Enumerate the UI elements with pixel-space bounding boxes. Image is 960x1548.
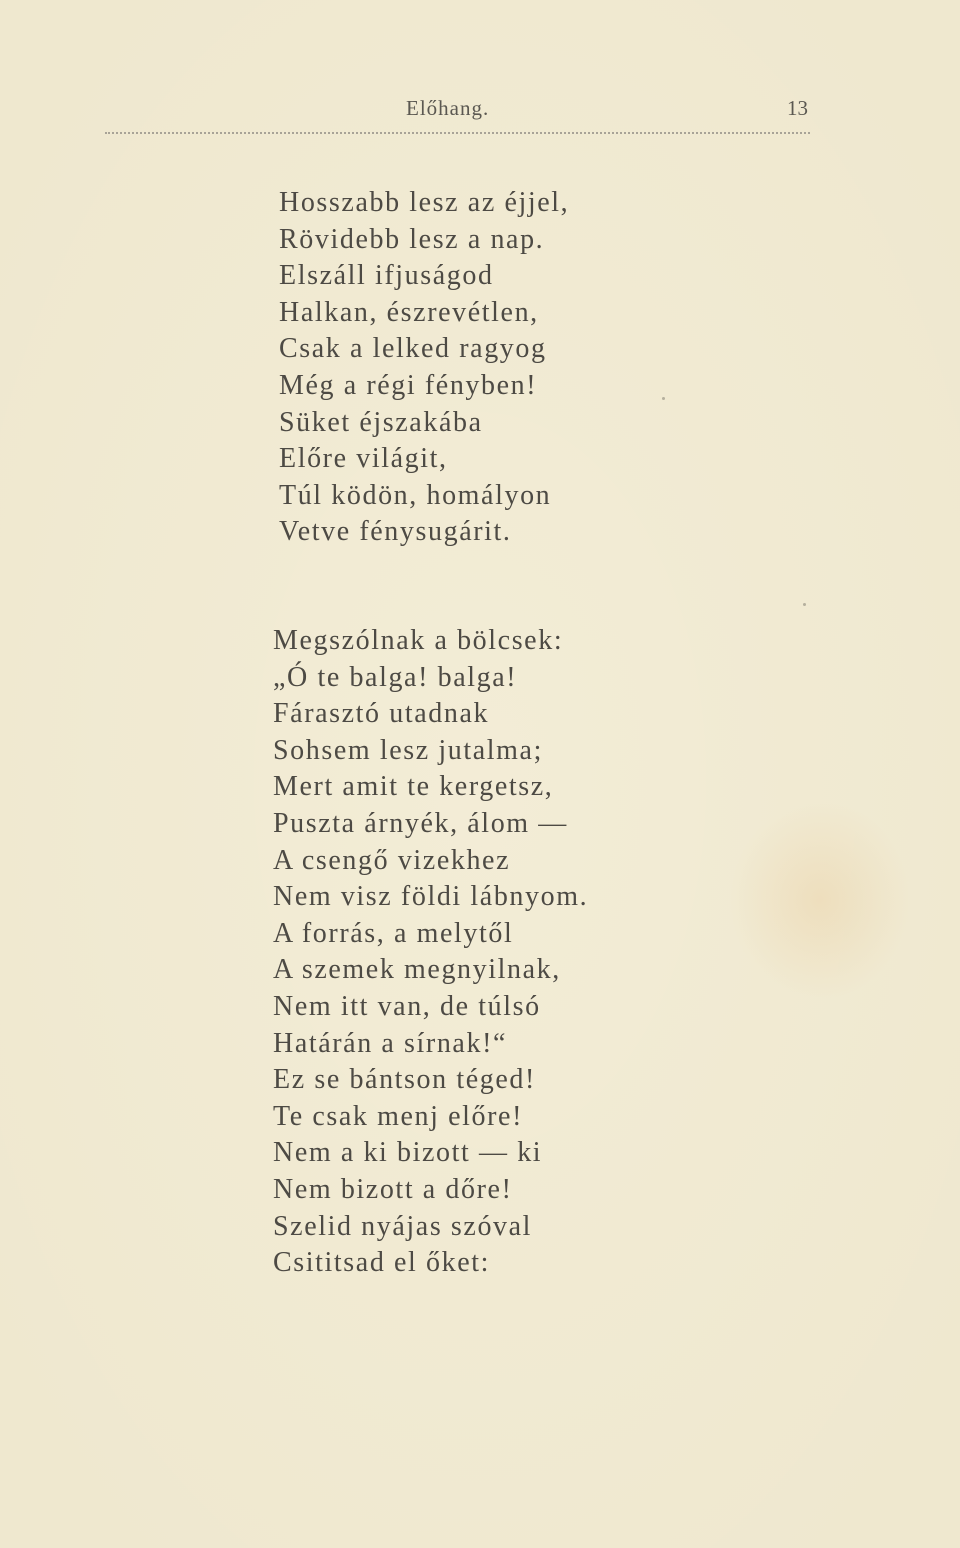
header-dotted-rule [105, 132, 810, 134]
poem-line: Vetve fénysugárit. [279, 516, 512, 548]
poem-line: A szemek megnyilnak, [273, 954, 561, 986]
poem-line: Csititsad el őket: [273, 1247, 491, 1279]
poem-line: Elszáll ifjuságod [279, 260, 494, 292]
poem-line: Halkan, észrevétlen, [279, 296, 539, 328]
poem-line: Szelid nyájas szóval [273, 1210, 533, 1242]
poem-stanza-1 [279, 185, 569, 551]
poem-line: Előre világit, [279, 443, 448, 475]
poem-stanza-2 [273, 623, 588, 1282]
poem-line: Nem bizott a dőre! [273, 1173, 513, 1205]
poem-line: Puszta árnyék, álom — [273, 807, 568, 839]
poem-line: Nem visz földi lábnyom. [273, 881, 589, 913]
poem-line: Sohsem lesz jutalma; [273, 734, 543, 766]
poem-line: Csak a lelked ragyog [279, 333, 547, 365]
poem-line: Mert amit te kergetsz, [273, 771, 554, 803]
page-number: 13 [787, 96, 808, 120]
poem-line: Süket éjszakába [279, 406, 483, 438]
poem-line: Megszólnak a bölcsek: [273, 625, 564, 656]
poem-line: Nem a ki bizott — ki [273, 1137, 543, 1169]
poem-line: Túl ködön, homályon [279, 479, 552, 511]
poem-line: „Ó te balga! balga! [273, 661, 518, 693]
paper-speck [662, 397, 665, 400]
paper-speck [803, 603, 806, 606]
poem-line: Fárasztó utadnak [273, 698, 490, 730]
poem-line: Rövidebb lesz a nap. [279, 223, 545, 255]
poem-line: Még a régi fényben! [279, 369, 538, 401]
poem-line: Határán a sírnak!“ [273, 1027, 508, 1059]
poem-line: Te csak menj előre! [273, 1100, 523, 1132]
poem-line: A forrás, a melytől [273, 917, 514, 949]
poem-line: Ez se bántson téged! [273, 1064, 536, 1096]
poem-line: A csengő vizekhez [273, 844, 511, 876]
running-head-title: Előhang. [406, 96, 490, 120]
running-head [0, 96, 960, 128]
poem-line: Nem itt van, de túlsó [273, 990, 541, 1022]
poem-line: Hosszabb lesz az éjjel, [279, 187, 570, 218]
